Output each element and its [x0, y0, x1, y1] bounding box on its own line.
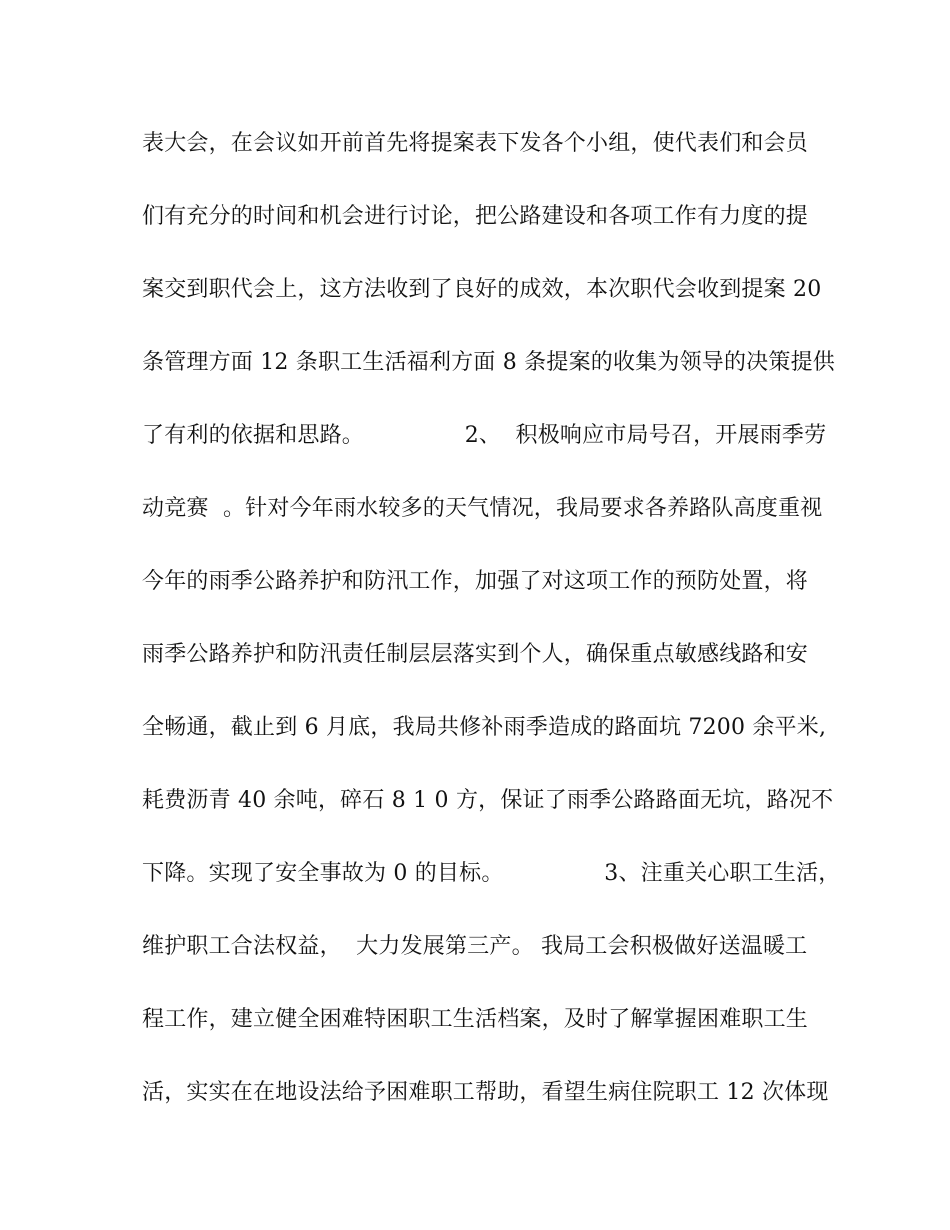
text-line: 表大会，在会议如开前首先将提案表下发各个小组，使代表们和会员 — [142, 131, 809, 156]
text-line: 雨季公路养护和防汛责任制层层落实到个人，确保重点敏感线路和安 — [142, 642, 809, 667]
text-line: 条管理方面 12 条职工生活福利方面 8 条提案的收集为领导的决策提供 — [142, 350, 835, 375]
text-line: 今年的雨季公路养护和防汛工作，加强了对这项工作的预防处置，将 — [142, 569, 809, 594]
text-line: 案交到职代会上，这方法收到了良好的成效，本次职代会收到提案 20 — [142, 277, 822, 302]
text-line: 耗费沥青 40 余吨，碎石 8 1 0 方，保证了雨季公路路面无坑，路况不 — [142, 788, 834, 813]
text-line: 活，实实在在地设法给予困难职工帮助，看望生病住院职工 12 次体现 — [142, 1080, 829, 1105]
text-line: 下降。实现了安全事故为 0 的目标。 3、注重关心职工生活， — [142, 861, 841, 886]
text-line: 们有充分的时间和机会进行讨论，把公路建设和各项工作有力度的提 — [142, 204, 809, 229]
text-line: 维护职工合法权益， 大力发展第三产。 我局工会积极做好送温暖工 — [142, 934, 808, 959]
text-line: 程工作，建立健全困难特困职工生活档案，及时了解掌握困难职工生 — [142, 1007, 809, 1032]
text-line: 了有利的依据和思路。 2、 积极响应市局号召，开展雨季劳 — [142, 423, 827, 448]
text-line: 动竞赛 。针对今年雨水较多的天气情况，我局要求各养路队高度重视 — [142, 496, 823, 521]
text-line: 全畅通，截止到 6 月底，我局共修补雨季造成的路面坑 7200 余平米, — [142, 715, 827, 740]
